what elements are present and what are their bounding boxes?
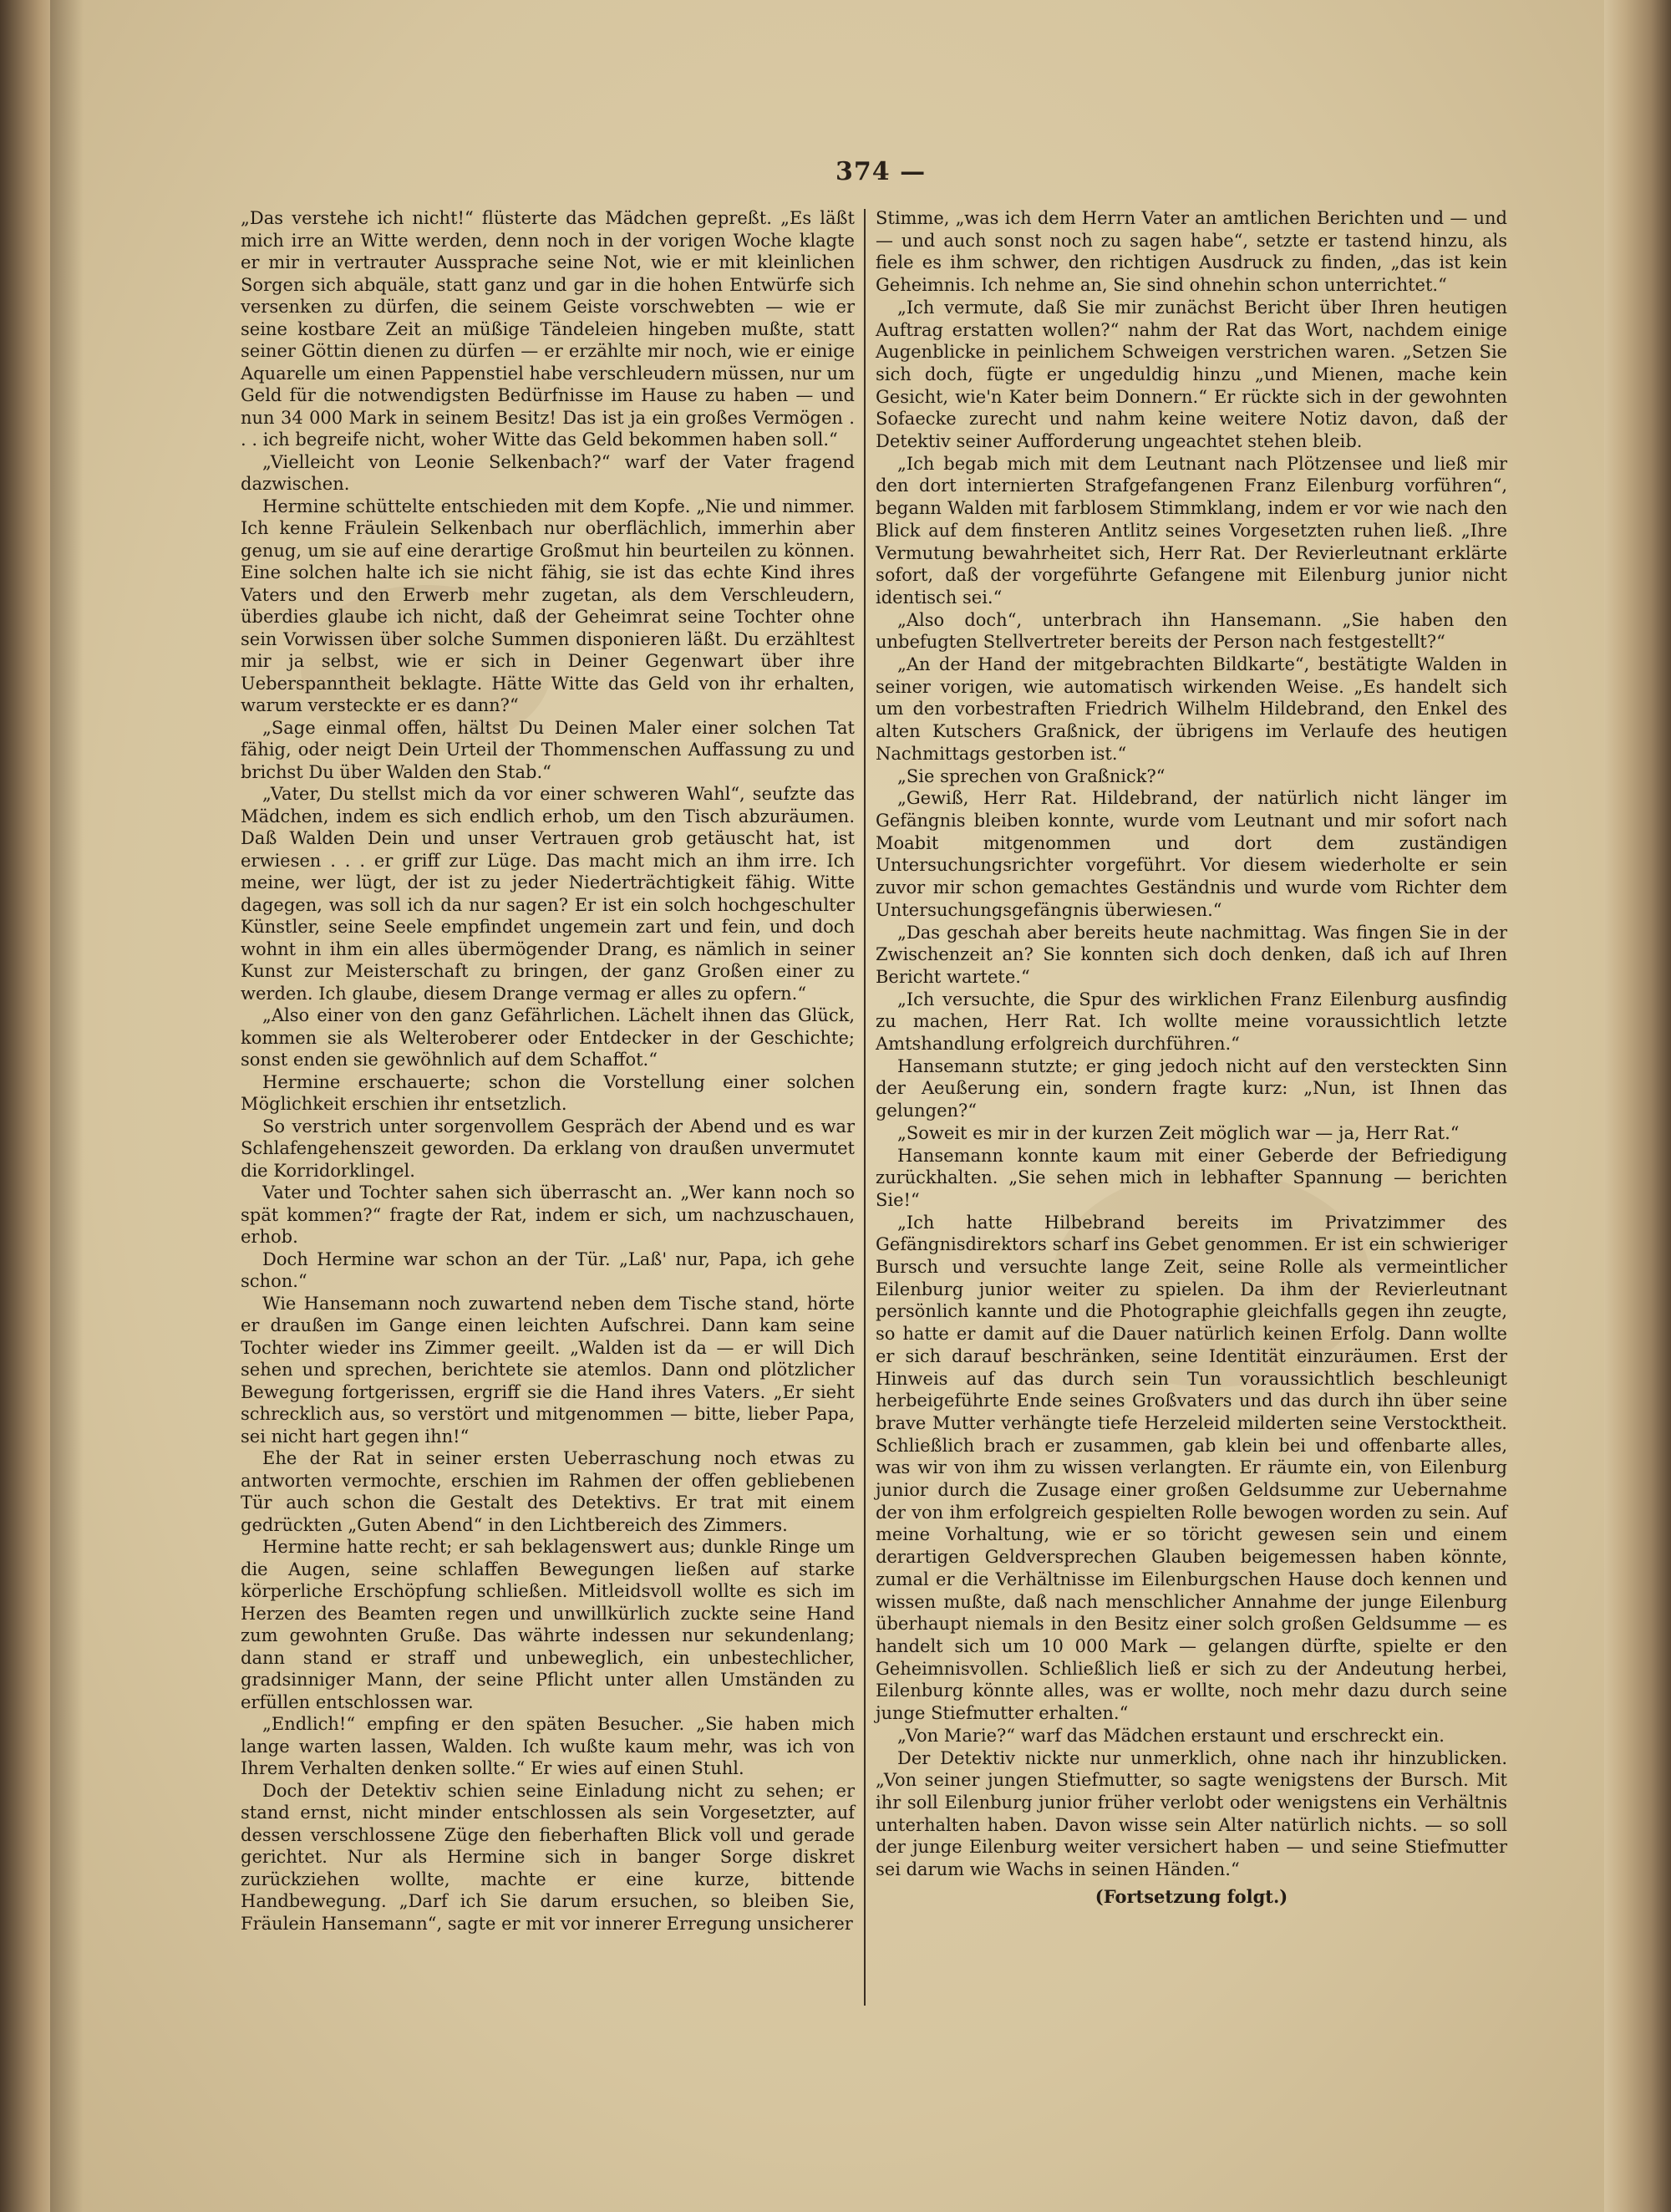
paragraph: „Sage einmal offen, hältst Du Deinen Maler einer solchen Tat fähig, oder neigt Dein Urteil der Thommenschen Auffassung zu und brichst Du über Walden den Stab.“ — [241, 717, 855, 782]
paragraph: „Also einer von den ganz Gefährlichen. Lächelt ihnen das Glück, kommen sie als Welteroberer oder Entdecker in der Geschichte; sonst enden sie gewöhnlich auf dem Schaffot.“ — [241, 1005, 855, 1070]
paragraph: „An der Hand der mitgebrachten Bildkarte“, bestätigte Walden in seiner vorigen, wie automatisch wirkenden Weise. „Es handelt sich um den vorbestraften Friedrich Wilhelm Hildebrand, den Enkel des alten Kutschers Graßnick, der übrigens im Verlaufe des heutigen Nachmittags gestorben ist.“ — [876, 654, 1507, 764]
paragraph: Hermine schüttelte entschieden mit dem Kopfe. „Nie und nimmer. Ich kenne Fräulein Selkenbach nur oberflächlich, immerhin aber genug, um sie auf eine derartige Großmut hin beurteilen zu können. Eine solchen halte ich sie nicht fähig, sie ist das echte Kind ihres Vaters und den Erwerb mehr zugetan, als dem Verschleudern, überdies glaube ich nicht, daß der Geheimrat seine Tochter ohne sein Vorwissen über solche Summen disponieren läßt. Du erzähltest mir ja selbst, wie er sich in Deiner Gegenwart über ihre Ueberspanntheit beklagte. Hätte Witte das Geld von ihr erhalten, warum versteckte er es dann?“ — [241, 496, 855, 715]
paragraph: „Das verstehe ich nicht!“ flüsterte das Mädchen gepreßt. „Es läßt mich irre an Witte werden, denn noch in der vorigen Woche klagte er mir in vertrauter Aussprache seine Not, wie er mit kleinlichen Sorgen sich abquäle, statt ganz und gar in die hohen Entwürfe sich versenken zu dürfen, die seinem Geiste vorschwebten — wie er seine kostbare Zeit an müßige Tändeleien hingeben mußte, statt seiner Göttin dienen zu dürfen — er erzählte mir noch, wie er einige Aquarelle um einen Pappenstiel habe verschleudern müssen, nur um Geld für die notwendigsten Bedürfnisse im Hause zu haben — und nun 34 000 Mark in seinem Besitz! Das ist ja ein großes Vermögen . . . ich begreife nicht, woher Witte das Geld bekommen haben soll.“ — [241, 208, 855, 450]
paragraph: Doch Hermine war schon an der Tür. „Laß' nur, Papa, ich gehe schon.“ — [241, 1248, 855, 1291]
paragraph: So verstrich unter sorgenvollem Gespräch der Abend und es war Schlafengehenszeit geworden. Da erklang von draußen unvermutet die Korridorklingel. — [241, 1116, 855, 1181]
paragraph: Doch der Detektiv schien seine Einladung nicht zu sehen; er stand ernst, nicht minder entschlossen als sein Vorgesetzter, auf dessen verschlossene Züge den fieberhaften Blick voll und gerade gerichtet. Nur als Hermine sich in banger Sorge diskret zurückziehen wollte, machte er eine kurze, bittende Handbewegung. „Darf ich Sie darum ersuchen, so bleiben Sie, Fräulein Hansemann“, sagte er mit vor innerer Erregung unsicherer — [241, 1780, 855, 1934]
paragraph: „Vielleicht von Leonie Selkenbach?“ warf der Vater fragend dazwischen. — [241, 451, 855, 494]
continuation-note: (Fortsetzung folgt.) — [1095, 1885, 1288, 1907]
page-number: 374 — — [836, 157, 927, 186]
paragraph: „Ich begab mich mit dem Leutnant nach Plötzensee und ließ mir den dort internierten Strafgefangenen Franz Eilenburg vorführen“, begann Walden mit farblosem Stimmklang, indem er vor wie nach den Blick auf dem finsteren Antlitz seines Vorgesetzten ruhen ließ. „Ihre Vermutung bewahrheitet sich, Herr Rat. Der Revierleutnant erklärte sofort, daß der vorgeführte Gefangene mit Eilenburg junior nicht identisch sei.“ — [876, 453, 1507, 608]
book-page-edge-right — [1604, 0, 1671, 2212]
paragraph: Vater und Tochter sahen sich überrascht an. „Wer kann noch so spät kommen?“ fragte der Rat, indem er sich, um nachzuschauen, erhob. — [241, 1182, 855, 1247]
paragraph: „Ich vermute, daß Sie mir zunächst Bericht über Ihren heutigen Auftrag erstatten wollen?“ nahm der Rat das Wort, nachdem einige Augenblicke in peinlichem Schweigen verstrichen waren. „Setzen Sie sich doch, fügte er ungeduldig hinzu „und Mienen, mache kein Gesicht, wie'n Kater beim Donnern.“ Er rückte sich in der gewohnten Sofaecke zurecht und nahm keine weitere Notiz davon, daß der Detektiv seiner Aufforderung ungeachtet stehen bleib. — [876, 297, 1507, 452]
paragraph: „Das geschah aber bereits heute nachmittag. Was fingen Sie in der Zwischenzeit an? Sie konnten sich doch denken, daß ich auf Ihren Bericht wartete.“ — [876, 922, 1507, 987]
paragraph: Hermine erschauerte; schon die Vorstellung einer solchen Möglichkeit erschien ihr entsetzlich. — [241, 1071, 855, 1114]
paragraph: Ehe der Rat in seiner ersten Ueberraschung noch etwas zu antworten vermochte, erschien im Rahmen der offen gebliebenen Tür auch schon die Gestalt des Detektivs. Er trat mit einem gedrückten „Guten Abend“ in den Lichtbereich des Zimmers. — [241, 1448, 855, 1535]
paragraph: Wie Hansemann noch zuwartend neben dem Tische stand, hörte er draußen im Gange einen leichten Aufschrei. Dann kam seine Tochter wieder ins Zimmer geeilt. „Walden ist da — er will Dich sehen und sprechen, berichtete sie atemlos. Dann ond plötzlicher Bewegung fortgerissen, ergriff sie die Hand ihres Vaters. „Er sieht schrecklich aus, so verstört und mitgenommen — bitte, lieber Papa, sei nicht hart gegen ihn!“ — [241, 1293, 855, 1447]
paragraph: Stimme, „was ich dem Herrn Vater an amtlichen Berichten und — und — und auch sonst noch zu sagen habe“, setzte er tastend hinzu, als fiele es ihm schwer, den richtigen Ausdruck zu finden, „das ist kein Geheimnis. Ich nehme an, Sie sind ohnehin schon unterrichtet.“ — [876, 208, 1507, 296]
paragraph: „Sie sprechen von Graßnick?“ — [897, 765, 1166, 786]
paragraph: Der Detektiv nickte nur unmerklich, ohne nach ihr hinzublicken. „Von seiner jungen Stiefmutter, so sagte wenigstens der Bursch. Mit ihr soll Eilenburg junior früher verlobt oder wenigstens ein Verhältnis unterhalten haben. Davon wisse sein Alter natürlich nichts. — so soll der junge Eilenburg weiter versichert haben — und seine Stiefmutter sei darum wie Wachs in seinen Händen.“ — [876, 1747, 1507, 1880]
paragraph: „Gewiß, Herr Rat. Hildebrand, der natürlich nicht länger im Gefängnis bleiben konnte, wurde vom Leutnant und mir sofort nach Moabit mitgenommen und dort dem zuständigen Untersuchungsrichter vorgeführt. Vor diesem wiederholte er sein zuvor mir schon gemachtes Geständnis und wurde vom Richter dem Untersuchungsgefängnis überwiesen.“ — [876, 788, 1507, 920]
paragraph: „Soweit es mir in der kurzen Zeit möglich war — ja, Herr Rat.“ — [897, 1122, 1460, 1143]
paragraph: Hansemann stutzte; er ging jedoch nicht auf den versteckten Sinn der Aeußerung ein, sondern fragte kurz: „Nun, ist Ihnen das gelungen?“ — [876, 1055, 1507, 1121]
paragraph: „Vater, Du stellst mich da vor einer schweren Wahl“, seufzte das Mädchen, indem es sich endlich erhob, um den Tisch abzuräumen. Daß Walden Dein und unser Vertrauen grob getäuscht hat, ist erwiesen . . . er griff zur Lüge. Das macht mich an ihm irre. Ich meine, wer lügt, der ist zu jeder Niederträchtigkeit fähig. Witte dagegen, was soll ich da nur sagen? Er ist ein solch hochgeschulter Künstler, seine Seele empfindet ungemein zart und fein, und doch wohnt in ihm ein alles übermögender Drang, es nämlich in seiner Kunst zur Meisterschaft zu bringen, der ganz Großen einer zu werden. Ich glaube, diesem Drange vermag er alles zu opfern.“ — [241, 784, 855, 1004]
paragraph: Hansemann konnte kaum mit einer Geberde der Befriedigung zurückhalten. „Sie sehen mich in lebhafter Spannung — berichten Sie!“ — [876, 1145, 1507, 1210]
right-text-column — [876, 207, 1507, 1908]
paragraph: „Von Marie?“ warf das Mädchen erstaunt und erschreckt ein. — [897, 1725, 1445, 1746]
paragraph: „Endlich!“ empfing er den späten Besucher. „Sie haben mich lange warten lassen, Walden. Ich wußte kaum mehr, was ich von Ihrem Verhalten denken sollte.“ Er wies auf einen Stuhl. — [241, 1714, 855, 1778]
paragraph: „Ich versuchte, die Spur des wirklichen Franz Eilenburg ausfindig zu machen, Herr Rat. Ich wollte meine voraussichtlich letzte Amtshandlung erfolgreich durchführen.“ — [876, 989, 1507, 1055]
gutter-shadow — [50, 0, 84, 2212]
paragraph: „Also doch“, unterbrach ihn Hansemann. „Sie haben den unbefugten Stellvertreter bereits der Person nach festgestellt?“ — [876, 609, 1507, 653]
paragraph: Hermine hatte recht; er sah beklagenswert aus; dunkle Ringe um die Augen, seine schlaffen Bewegungen ließen auf starke körperliche Erschöpfung schließen. Mitleidsvoll wollte es sich im Herzen des Beamten regen und unwillkürlich zuckte seine Hand zum gewohnten Gruße. Das währte indessen nur sekundenlang; dann stand er straff und unbeweglich, ein unbestechlicher, gradsinniger Mann, der seine Pflicht unter allen Umständen zu erfüllen entschlossen war. — [241, 1537, 855, 1712]
left-text-column — [241, 207, 855, 1935]
column-divider — [864, 209, 866, 2006]
paragraph: „Ich hatte Hilbebrand bereits im Privatzimmer des Gefängnisdirektors scharf ins Gebet genommen. Er ist ein schwieriger Bursch und versuchte lange Zeit, seine Rolle als vermeintlicher Eilenburg junior weiter zu spielen. Da ihm der Revierleutnant persönlich kannte und die Photographie gleichfalls gegen ihn zeugte, so hatte er damit auf die Dauer natürlich keinen Erfolg. Dann wollte er sich darauf beschränken, seine Identität einzuräumen. Erst der Hinweis auf das durch sein Tun voraussichtlich beschleunigt herbeigeführte Ende seines Großvaters und das durch ihn über seine brave Mutter verhängte tiefe Herzeleid milderten seine Verstocktheit. Schließlich brach er zusammen, gab klein bei und offenbarte alles, was wir von ihm zu wissen verlangten. Er räumte ein, von Eilenburg junior durch die Zusage einer großen Geldsumme zur Uebernahme der von ihm erfolgreich gespielten Rolle bewogen worden zu sein. Auf meine Vorhaltung, wie er so töricht gewesen sein und einem derartigen Geldversprechen Glauben beigemessen haben könnte, zumal er die Verhältnisse im Eilenburgschen Hause doch kennen und wissen mußte, daß nach menschlicher Annahme der junge Eilenburg überhaupt niemals in den Besitz einer solch großen Geldsumme — es handelt sich um 10 000 Mark — gelangen dürfte, spielte er den Geheimnisvollen. Schließlich ließ er sich zu der Andeutung herbei, Eilenburg könnte alles, was er wollte, noch mehr dazu durch seine junge Stiefmutter erhalten.“ — [876, 1212, 1507, 1724]
